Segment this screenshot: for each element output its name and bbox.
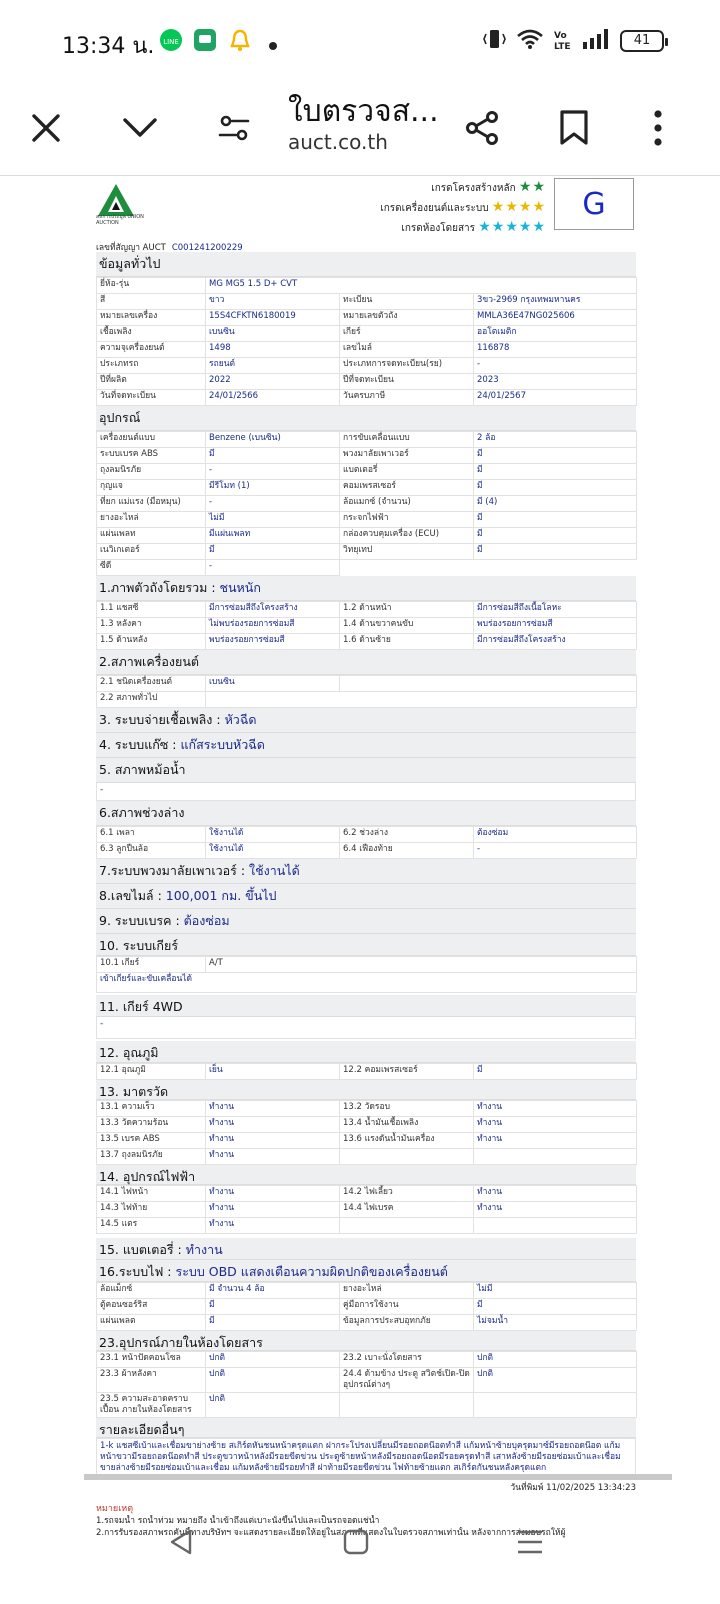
table-row: [97, 390, 637, 406]
table-row: [97, 1202, 637, 1218]
table-row: [97, 618, 637, 634]
cell-key: กล่องควบคุมเครื่อง (ECU): [340, 528, 474, 544]
cell-key: 13.2 วัดรอบ: [340, 1101, 474, 1117]
general-table: [96, 277, 637, 406]
overall-grade: G: [554, 178, 634, 230]
cell-key: [340, 1149, 474, 1165]
cell-key: ยางอะไหล่: [340, 1283, 474, 1299]
cell-value: -: [474, 358, 637, 374]
cell-key: 13.5 เบรค ABS: [97, 1133, 206, 1149]
section-battery-value: ทำงาน: [185, 1242, 223, 1257]
cell-key: ปีที่จดทะเบียน: [340, 374, 474, 390]
cell-value: ปกติ: [474, 1352, 637, 1368]
cell-key: 13.7 ถุงลมนิรภัย: [97, 1149, 206, 1165]
section-gas: [96, 733, 636, 758]
cell-value: ใช้งานได้: [206, 827, 340, 843]
cell-key: ปีที่ผลิต: [97, 374, 206, 390]
section-battery: [96, 1238, 636, 1260]
table-row: [97, 342, 637, 358]
notification-bell-icon: [228, 28, 252, 56]
section-brake-value: ต้องซ่อม: [183, 913, 230, 928]
section-radiator: 5. สภาพหม้อน้ำ: [96, 758, 636, 783]
cell-value: [474, 1218, 637, 1234]
cell-value: ทำงาน: [206, 1133, 340, 1149]
cell-value: มี: [206, 1299, 340, 1315]
table-row: [97, 1315, 637, 1331]
remark-line: 2.การรับรองสภาพรถคันนี้ทางบริษัทฯ จะแสดงรายละเอียดให้อยู่ในสภาพที่แสดงในใบตรวจสภาพเท่านั้น หลังจากการส่งมอบรถให้ผู้: [96, 1528, 566, 1538]
cell-key: ตู้คอนซอร์ริส: [97, 1299, 206, 1315]
status-bar: [0, 0, 720, 82]
cell-key: [340, 1393, 474, 1418]
cell-value: เบนซิน: [206, 326, 340, 342]
cell-key: 14.1 ไฟหน้า: [97, 1186, 206, 1202]
more-notifications-dot-icon: [268, 36, 278, 55]
table-row: [97, 358, 637, 374]
remark-line: 1.รถจมน้ำ รถน้ำท่วม หมายถึง น้ำเข้าถึงแต่เบาะนั่งขึ้นไปและเป็นรถจอดแช่น้ำ: [96, 1516, 380, 1526]
cell-value: 2022: [206, 374, 340, 390]
cell-value: 24/01/2566: [206, 390, 340, 406]
cell-value: มีการซ่อมสีถึงโครงสร้าง: [206, 602, 340, 618]
grade-structure-stars: ★★: [518, 179, 546, 195]
table-row: [97, 973, 637, 993]
cell-value: ไม่มี: [206, 512, 340, 528]
logo-text: สหการประมูล UNION AUCTION: [96, 214, 144, 226]
grade-engine-stars: ★★★★: [491, 199, 546, 215]
section-brake-title: 9. ระบบเบรค :: [99, 913, 184, 928]
page-title[interactable]: ใบตรวจส...: [288, 94, 439, 129]
body-table: [96, 601, 637, 650]
battery-icon: 41: [620, 30, 664, 52]
page-url[interactable]: auct.co.th: [288, 130, 388, 154]
cell-key: ล้อแม็กซ์: [97, 1283, 206, 1299]
section-battery-title: 15. แบตเตอรี่ :: [99, 1242, 186, 1257]
section-general: ข้อมูลทั่วไป: [96, 252, 636, 277]
cell-key: 6.1 เพลา: [97, 827, 206, 843]
cell-key: ประเภทรถ: [97, 358, 206, 374]
cell-key: ล้อแมกซ์ (จำนวน): [340, 496, 474, 512]
cell-value: 1498: [206, 342, 340, 358]
cell-key: 13.3 วัดความร้อน: [97, 1117, 206, 1133]
section-equipment: อุปกรณ์: [96, 406, 636, 431]
table-row: [97, 544, 637, 560]
table-row: [97, 634, 637, 650]
cell-value: ทำงาน: [474, 1186, 637, 1202]
cell-key: 2.2 สภาพทั่วไป: [97, 692, 206, 708]
cell-value: มี: [474, 464, 637, 480]
cell-value: ต้องซ่อม: [474, 827, 637, 843]
bookmark-button[interactable]: [546, 100, 602, 156]
cell-value: ไม่จมน้ำ: [474, 1315, 637, 1331]
cell-key: ทะเบียน: [340, 294, 474, 310]
section-fuel-value: หัวฉีด: [224, 712, 257, 727]
section-mileage-value: 100,001 กม. ขึ้นไป: [165, 888, 277, 903]
cell-value: มี: [206, 448, 340, 464]
section-lighting-value: ระบบ OBD แสดงเตือนความผิดปกติของเครื่องยนต์: [175, 1264, 448, 1279]
cell-value: เย็น: [206, 1064, 340, 1080]
cell-value: ทำงาน: [206, 1101, 340, 1117]
cell-key: 6.4 เฟืองท้าย: [340, 843, 474, 859]
table-row: [97, 602, 637, 618]
engine-table: [96, 675, 637, 708]
cell-value: ทำงาน: [206, 1117, 340, 1133]
cell-value: MMLA36E47NG025606: [474, 310, 637, 326]
cell-value: ทำงาน: [206, 1218, 340, 1234]
svg-text:Vo: Vo: [554, 31, 567, 41]
equipment-table: [96, 431, 637, 576]
section-engine: 2.สภาพเครื่องยนต์: [96, 650, 636, 675]
section-gauges: 13. มาตรวัด: [96, 1080, 636, 1100]
section-suspension: 6.สภาพช่วงล่าง: [96, 801, 636, 826]
auction-number: [96, 240, 636, 252]
cell-key: ที่ยก แม่แรง (มือหมุน): [97, 496, 206, 512]
auction-number-value: C001241200229: [171, 243, 243, 253]
cell-key: ยี่ห้อ-รุ่น: [97, 278, 206, 294]
electrical-table: [96, 1185, 637, 1234]
temperature-table: [96, 1063, 637, 1080]
minimize-button[interactable]: [112, 100, 168, 156]
cell-key: 13.6 แรงดันน้ำมันเครื่อง: [340, 1133, 474, 1149]
share-button[interactable]: [454, 100, 510, 156]
cell-value: เบนซิน: [206, 676, 340, 692]
table-row: [97, 496, 637, 512]
cell-value: -: [206, 464, 340, 480]
cell-key: 1.2 ด้านหน้า: [340, 602, 474, 618]
cell-value: 2 ล้อ: [474, 432, 637, 448]
table-row: [97, 1133, 637, 1149]
cell-key: 23.2 เบาะนั่งโดยสาร: [340, 1352, 474, 1368]
table-row: [97, 1218, 637, 1234]
cell-key: ข้อมูลการประสบอุทกภัย: [340, 1315, 474, 1331]
back-button[interactable]: [152, 1512, 212, 1572]
cell-value: ไม่มี: [474, 1283, 637, 1299]
messages-app-icon: [194, 29, 216, 55]
grade-engine: [380, 198, 546, 218]
cell-key: 1.4 ด้านขวาคนขับ: [340, 618, 474, 634]
section-gear: 10. ระบบเกียร์: [96, 934, 636, 956]
cell-key: การขับเคลื่อนแบบ: [340, 432, 474, 448]
grade-cabin: [380, 218, 546, 238]
signal-icon: [582, 28, 610, 54]
cell-key: เนวิเกเตอร์: [97, 544, 206, 560]
cell-value: มีแผ่นเพลท: [206, 528, 340, 544]
cell-value: ปกติ: [206, 1352, 340, 1368]
cell-key: วันที่จดทะเบียน: [97, 390, 206, 406]
table-row: [97, 1283, 637, 1299]
cell-key: หมายเลขตัวถัง: [340, 310, 474, 326]
cell-key: พวงมาลัยเพาเวอร์: [340, 448, 474, 464]
cell-value: มี: [474, 528, 637, 544]
cell-value: มี: [474, 1064, 637, 1080]
cell-value: ทำงาน: [206, 1149, 340, 1165]
cell-key: 23.5 ความสะอาดคราบเปื้อน ภายในห้องโดยสาร: [97, 1393, 206, 1418]
section-fuel: [96, 708, 636, 733]
table-row: [97, 310, 637, 326]
cell-key: 13.1 ความเร็ว: [97, 1101, 206, 1117]
4wd-value: -: [96, 1017, 636, 1039]
cell-key: 12.2 คอมเพรสเซอร์: [340, 1064, 474, 1080]
cell-value: มี (4): [474, 496, 637, 512]
bookmark-icon: [559, 110, 589, 146]
table-row: [97, 512, 637, 528]
cell-key: ระบบเบรค ABS: [97, 448, 206, 464]
cell-key: 1.1 แชสซี: [97, 602, 206, 618]
section-steering-title: 7.ระบบพวงมาลัยเพาเวอร์ :: [99, 863, 250, 878]
cell-key: กระจกไฟฟ้า: [340, 512, 474, 528]
cell-value: มี: [474, 480, 637, 496]
table-row: [97, 1101, 637, 1117]
cell-value: [474, 1149, 637, 1165]
cell-value: มี: [474, 544, 637, 560]
share-icon: [464, 110, 500, 146]
cell-value: มีการซ่อมสีถึงเนื้อโลหะ: [474, 602, 637, 618]
cell-value: ทำงาน: [206, 1202, 340, 1218]
browser-toolbar: [0, 82, 720, 176]
table-row: [97, 294, 637, 310]
table-row: [97, 1064, 637, 1080]
cell-key: เกียร์: [340, 326, 474, 342]
section-steering-value: ใช้งานได้: [249, 863, 300, 878]
volte-icon: [554, 28, 572, 54]
cell-key: 14.5 แตร: [97, 1218, 206, 1234]
section-other-details: รายละเอียดอื่นๆ: [96, 1418, 636, 1438]
section-gas-value: แก๊สระบบหัวฉีด: [180, 737, 265, 752]
cell-value: ปกติ: [206, 1368, 340, 1393]
inspection-document: [96, 178, 636, 1539]
table-row: [97, 1393, 637, 1418]
other-details-text: 1-k แชสซีเบ้าและเชื่อมขาย่างซ้าย สเกิร์ตหันชนหน้าครุดแตก ฝากระโปรงเปลี่ยนมีรอยถอดน๊อตทำสี แก้มหน้าซ้ายบุครุดมาซ์มีรอยถอดน๊อต แก้มหน้าขวามีรอยถอดน๊อตทำสี ประตูขวาหน้าหลังมีรอยขีดข่วน ประตูซ้ายหน้าหลังมีรอยถอดน๊อตมีรอยครุดทำสี เสาหลังซ้ายมีรอยซ่อมเบ้าและเชื่อม ขายล่างซ้ายมีรอยซ่อมเบ้าและเชื่อม แก้มหลังซ้ายมีรอยทำสี ฝาท้ายมีรอยขีดข่วน ไฟท้ายซ้ายแตก สเกิร์ตกันชนหลังครุดแตก: [96, 1438, 636, 1477]
cell-key: ยางอะไหล่: [97, 512, 206, 528]
cell-value: A/T: [206, 957, 637, 973]
remark-title: หมายเหตุ: [96, 1504, 134, 1514]
cell-value: พบร่องรอยการซ่อมสี: [474, 618, 637, 634]
cell-key: แผ่นเพลท: [97, 528, 206, 544]
grade-structure: [380, 178, 546, 198]
table-row: [97, 1368, 637, 1393]
accessories-table: [96, 1282, 637, 1331]
table-row: [97, 278, 637, 294]
section-4wd: 11. เกียร์ 4WD: [96, 995, 636, 1017]
cell-value: มีการซ่อมสีถึงโครงสร้าง: [474, 634, 637, 650]
section-gas-title: 4. ระบบแก๊ซ :: [99, 737, 181, 752]
section-lighting: [96, 1260, 636, 1282]
table-row: [97, 448, 637, 464]
horizontal-scrollbar[interactable]: [84, 1474, 672, 1480]
table-row: [97, 692, 637, 708]
cell-key: แบตเตอรี่: [340, 464, 474, 480]
home-square-icon: [342, 1528, 370, 1556]
cell-value: พบร่องรอยการซ่อมสี: [206, 634, 340, 650]
cell-value: ทำงาน: [474, 1117, 637, 1133]
section-brake: [96, 909, 636, 934]
cell-key: 23.1 หน้าปัดคอนโซล: [97, 1352, 206, 1368]
cell-value: มี: [206, 1315, 340, 1331]
cell-value: [206, 692, 637, 708]
close-icon: [30, 112, 62, 144]
system-nav-bar: [0, 1484, 720, 1604]
cell-key: แผ่นเพลต: [97, 1315, 206, 1331]
cell-key: คู่มือการใช้งาน: [340, 1299, 474, 1315]
gauges-table: [96, 1100, 637, 1165]
cell-key: เครื่องยนต์แบบ: [97, 432, 206, 448]
site-settings-button[interactable]: [206, 100, 262, 156]
cell-key: วันครบภาษี: [340, 390, 474, 406]
cell-key: ความจุเครื่องยนต์: [97, 342, 206, 358]
table-row: [97, 957, 637, 973]
grade-structure-label: เกรดโครงสร้างหลัก: [431, 183, 516, 194]
more-vert-icon: [653, 110, 663, 146]
table-row: [97, 843, 637, 859]
table-row: [97, 480, 637, 496]
cell-key: 1.3 หลังคา: [97, 618, 206, 634]
table-row: [97, 676, 637, 692]
recents-lines-icon: [516, 1528, 544, 1556]
grade-cabin-stars: ★★★★★: [478, 219, 546, 235]
cell-value: ออโตเมติก: [474, 326, 637, 342]
table-row: [97, 1186, 637, 1202]
section-electrical: 14. อุปกรณ์ไฟฟ้า: [96, 1165, 636, 1185]
cell-value: MG MG5 1.5 D+ CVT: [206, 278, 637, 294]
section-temperature: 12. อุณภูมิ: [96, 1041, 636, 1063]
table-row: [97, 374, 637, 390]
gear-table: [96, 956, 637, 993]
line-app-icon: [160, 29, 182, 55]
cell-value: -: [474, 843, 637, 859]
cell-key: หมายเลขเครื่อง: [97, 310, 206, 326]
cell-value: ทำงาน: [206, 1186, 340, 1202]
suspension-table: [96, 826, 637, 859]
table-row: [97, 528, 637, 544]
section-body-title: 1.ภาพตัวถังโดยรวม :: [99, 580, 220, 595]
close-tab-button[interactable]: [18, 100, 74, 156]
cell-value: 24/01/2567: [474, 390, 637, 406]
cell-key: 1.6 ด้านซ้าย: [340, 634, 474, 650]
cell-value: มีรีโมท (1): [206, 480, 340, 496]
cell-key: ซีดี: [97, 560, 206, 576]
section-body: [96, 576, 636, 601]
table-row: [97, 1299, 637, 1315]
table-row: [97, 827, 637, 843]
cell-key: เลขไมล์: [340, 342, 474, 358]
cell-key: วิทยุเทป: [340, 544, 474, 560]
back-triangle-icon: [168, 1528, 196, 1556]
chevron-down-icon: [122, 116, 158, 140]
cell-value: -: [206, 560, 340, 576]
document-header: [96, 178, 636, 240]
table-row: [97, 560, 637, 576]
table-row: [97, 1149, 637, 1165]
cell-value: ทำงาน: [474, 1202, 637, 1218]
table-row: [97, 464, 637, 480]
cell-key: กุญแจ: [97, 480, 206, 496]
cell-key: เชื้อเพลิง: [97, 326, 206, 342]
wifi-icon: [516, 28, 544, 54]
cell-value: ใช้งานได้: [206, 843, 340, 859]
cell-value: ขาว: [206, 294, 340, 310]
cell-value: มี จำนวน 4 ล้อ: [206, 1283, 340, 1299]
gear-note: เข้าเกียร์และขับเคลื่อนได้: [97, 973, 637, 993]
cell-value: Benzene (เบนซิน): [206, 432, 340, 448]
section-lighting-title: 16.ระบบไฟ :: [99, 1264, 176, 1279]
cell-value: ทำงาน: [474, 1133, 637, 1149]
table-row: [97, 1117, 637, 1133]
cell-value: มี: [474, 448, 637, 464]
cell-value: มี: [474, 1299, 637, 1315]
cell-key: 24.4 ด้ามข้าง ประตู สวิตช์เปิด-ปิด อุปกรณ์ต่างๆ: [340, 1368, 474, 1393]
cell-value: 3ขว-2969 กรุงเทพมหานคร: [474, 294, 637, 310]
cell-value: 15S4CFKTN6180019: [206, 310, 340, 326]
cell-key: 6.3 ลูกปืนล้อ: [97, 843, 206, 859]
section-mileage: [96, 884, 636, 909]
table-row: [97, 326, 637, 342]
cell-key: 2.1 ชนิดเครื่องยนต์: [97, 676, 206, 692]
tune-settings-icon: [218, 112, 250, 144]
grade-cabin-label: เกรดห้องโดยสาร: [401, 223, 476, 234]
cell-key: 13.4 น้ำมันเชื้อเพลิง: [340, 1117, 474, 1133]
cell-key: 10.1 เกียร์: [97, 957, 206, 973]
cabin-table: [96, 1351, 637, 1418]
auction-number-label: เลขที่สัญญา AUCT: [96, 243, 166, 253]
section-steering: [96, 859, 636, 884]
status-indicators: [482, 28, 664, 54]
cell-value: มี: [206, 544, 340, 560]
grade-stars: [380, 178, 546, 238]
cell-key: 14.2 ไฟเลี้ยว: [340, 1186, 474, 1202]
cell-value: 116878: [474, 342, 637, 358]
cell-key: คอมเพรสเซอร์: [340, 480, 474, 496]
cell-value: มี: [474, 512, 637, 528]
cell-key: [340, 1218, 474, 1234]
radiator-value: -: [96, 783, 636, 801]
table-row: [97, 1352, 637, 1368]
cell-value: รถยนต์: [206, 358, 340, 374]
section-fuel-title: 3. ระบบจ่ายเชื้อเพลิง :: [99, 712, 225, 727]
vibrate-icon: [482, 28, 506, 54]
table-row: [97, 432, 637, 448]
cell-key: 14.3 ไฟท้าย: [97, 1202, 206, 1218]
cell-value: ไม่พบร่องรอยการซ่อมสี: [206, 618, 340, 634]
cell-key: 6.2 ช่วงล่าง: [340, 827, 474, 843]
section-cabin: 23.อุปกรณ์ภายในห้องโดยสาร: [96, 1331, 636, 1351]
cell-key: 23.3 ผ้าหลังคา: [97, 1368, 206, 1393]
cell-value: ปกติ: [206, 1393, 340, 1418]
section-body-value: ชนหนัก: [219, 580, 261, 595]
home-button[interactable]: [326, 1512, 386, 1572]
cell-value: [474, 1393, 637, 1418]
svg-text:LTE: LTE: [554, 42, 571, 50]
grade-engine-label: เกรดเครื่องยนต์และระบบ: [380, 203, 489, 214]
section-mileage-title: 8.เลขไมล์ :: [99, 888, 166, 903]
cell-key: 14.4 ไฟเบรค: [340, 1202, 474, 1218]
cell-key: 1.5 ด้านหลัง: [97, 634, 206, 650]
logo-triangle-icon: [96, 182, 136, 218]
cell-value: ปกติ: [474, 1368, 637, 1393]
cell-key: ถุงลมนิรภัย: [97, 464, 206, 480]
cell-value: 2023: [474, 374, 637, 390]
cell-value: -: [206, 496, 340, 512]
cell-key: สี: [97, 294, 206, 310]
cell-value: ทำงาน: [474, 1101, 637, 1117]
cell-key: ประเภทการจดทะเบียน(รย): [340, 358, 474, 374]
recents-button[interactable]: [500, 1512, 560, 1572]
print-date: วันที่พิมพ์ 11/02/2025 13:34:23: [510, 1483, 636, 1493]
svg-text:LINE: LINE: [163, 38, 179, 46]
cell-key: 12.1 อุณภูมิ: [97, 1064, 206, 1080]
more-options-button[interactable]: [630, 100, 686, 156]
status-time: 13:34 น.: [62, 34, 155, 59]
